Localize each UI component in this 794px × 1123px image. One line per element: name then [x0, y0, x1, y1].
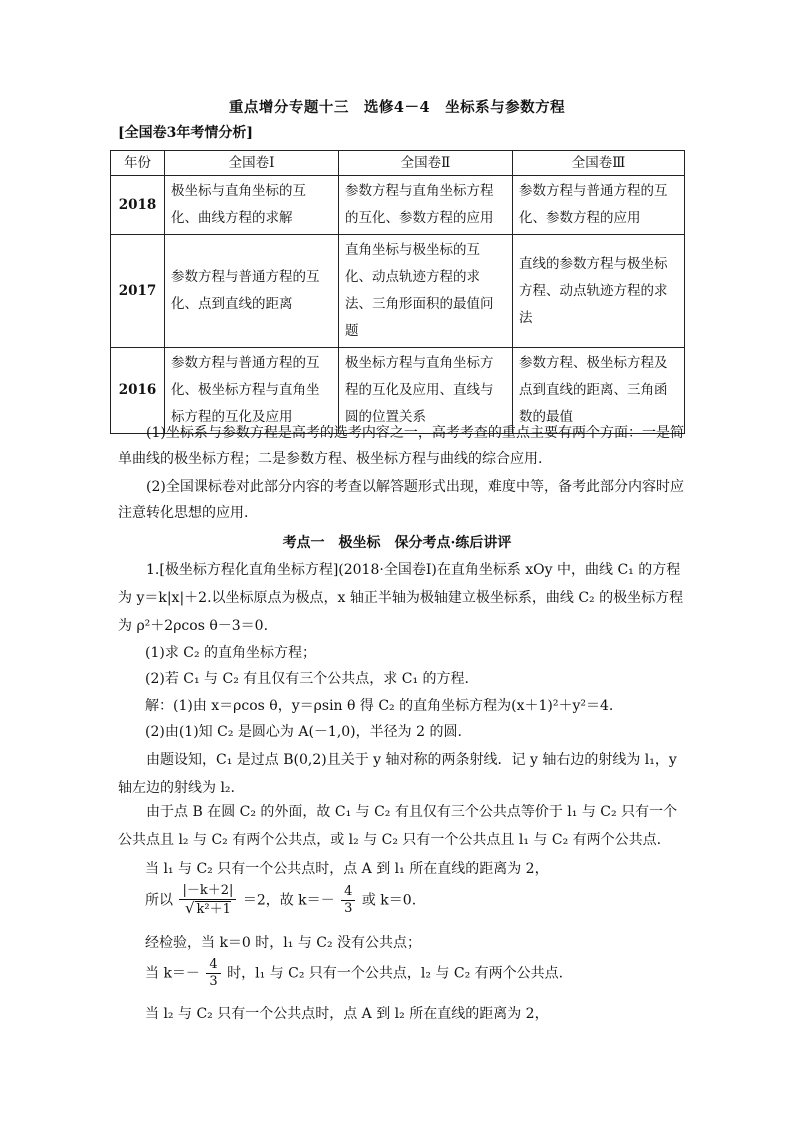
problem-statement: 1.[极坐标方程化直角坐标方程](2018·全国卷Ⅰ)在直角坐标系 xOy 中，曲线 C₁ 的方程为 y＝k|x|＋2.以坐标原点为极点，x 轴正半轴为极轴建立极坐标系，曲线 C₂ 的极坐标方程为 ρ²＋2ρcos θ－3＝0. — [118, 562, 684, 634]
header-paper-1: 全国卷Ⅰ — [165, 151, 339, 176]
solution-step-4: 由于点 B 在圆 C₂ 的外面，故 C₁ 与 C₂ 有且仅有三个公共点等价于 l₁ 与 C₂ 只有一个公共点且 l₂ 与 C₂ 有两个公共点，或 l₂ 与 C₂ 只有一个公共点且 l₁ 与 C₂ 有两个公共点. — [118, 804, 678, 848]
intro-paragraph-2: (2)全国课标卷对此部分内容的考查以解答题形式出现，难度中等，备考此部分内容时应注意转化思想的应用. — [118, 479, 684, 521]
solution-step-1: 解：(1)由 x＝ρcos θ，y＝ρsin θ 得 C₂ 的直角坐标方程为(x＋1)²＋y²＝4. — [145, 698, 614, 714]
section-label: [全国卷3年考情分析] — [118, 125, 253, 141]
text-so: 所以 — [145, 892, 173, 909]
solution-step-7: 经检验，当 k＝0 时，l₁ 与 C₂ 没有公共点； — [145, 935, 422, 951]
sqrt-content: k²＋1 — [196, 902, 231, 917]
table-header-row — [111, 151, 685, 176]
k-fraction — [206, 957, 220, 990]
fraction-denominator: √ k²＋1 — [184, 899, 231, 917]
solution-step-6 — [145, 883, 416, 918]
distance-fraction — [179, 883, 236, 918]
year-cell: 2018 — [111, 176, 165, 235]
k-fraction — [341, 884, 355, 917]
topic-heading: 考点一 极坐标 保分考点·练后讲评 — [282, 535, 512, 551]
intro-section — [118, 420, 684, 526]
year-cell: 2016 — [111, 348, 165, 434]
solution-step-2: (2)由(1)知 C₂ 是圆心为 A(－1,0)，半径为 2 的圆. — [145, 724, 462, 740]
table-cell: 参数方程与普通方程的互化、点到直线的距离 — [165, 235, 339, 348]
text-result: 时，l₁ 与 C₂ 只有一个公共点，l₂ 与 C₂ 有两个公共点. — [227, 965, 564, 982]
table-cell: 极坐标与直角坐标的互化、曲线方程的求解 — [165, 176, 339, 235]
header-paper-3: 全国卷Ⅲ — [513, 151, 685, 176]
solution-step-3: 由题设知，C₁ 是过点 B(0,2)且关于 y 轴对称的两条射线．记 y 轴右边的射线为 l₁，y 轴左边的射线为 l₂. — [118, 752, 677, 796]
solution-step-9: 当 l₂ 与 C₂ 只有一个公共点时，点 A 到 l₂ 所在直线的距离为 2， — [145, 1006, 549, 1022]
fraction-numerator: |－k＋2| — [179, 883, 236, 900]
question-1: (1)求 C₂ 的直角坐标方程； — [145, 645, 317, 661]
table-cell: 参数方程与普通方程的互化、参数方程的应用 — [513, 176, 685, 235]
fraction-denominator: 3 — [209, 974, 218, 989]
question-2: (2)若 C₁ 与 C₂ 有且仅有三个公共点，求 C₁ 的方程. — [145, 671, 469, 687]
solution-step-8 — [145, 957, 563, 990]
year-cell: 2017 — [111, 235, 165, 348]
fraction-denominator: 3 — [344, 901, 353, 916]
table-row — [111, 235, 685, 348]
table-cell: 参数方程与普通方程的互化、极坐标方程与直角坐标方程的互化及应用 — [165, 348, 339, 434]
table-cell: 参数方程、极坐标方程及点到直线的距离、三角函数的最值 — [513, 348, 685, 434]
exam-analysis-table — [110, 150, 685, 434]
text-equals: ＝2，故 k＝－ — [242, 892, 335, 909]
text-or: 或 k＝0. — [361, 892, 417, 909]
solution-step-5: 当 l₁ 与 C₂ 只有一个公共点时，点 A 到 l₁ 所在直线的距离为 2， — [145, 861, 549, 877]
table-cell: 直角坐标与极坐标的互化、动点轨迹方程的求法、三角形面积的最值问题 — [339, 235, 513, 348]
header-paper-2: 全国卷Ⅱ — [339, 151, 513, 176]
text-when: 当 k＝－ — [145, 965, 200, 982]
table-row — [111, 176, 685, 235]
page-title: 重点增分专题十三 选修4－4 坐标系与参数方程 — [228, 99, 566, 116]
intro-paragraph-1: (1)坐标系与参数方程是高考的选考内容之一，高考考查的重点主要有两个方面：一是简单曲线的极坐标方程；二是参数方程、极坐标方程与曲线的综合应用. — [118, 425, 684, 467]
table-cell: 极坐标方程与直角坐标方程的互化及应用、直线与圆的位置关系 — [339, 348, 513, 434]
fraction-numerator: 4 — [206, 957, 220, 974]
header-year: 年份 — [111, 151, 165, 176]
fraction-numerator: 4 — [341, 884, 355, 901]
table-cell: 参数方程与直角坐标方程的互化、参数方程的应用 — [339, 176, 513, 235]
table-cell: 直线的参数方程与极坐标方程、动点轨迹方程的求法 — [513, 235, 685, 348]
